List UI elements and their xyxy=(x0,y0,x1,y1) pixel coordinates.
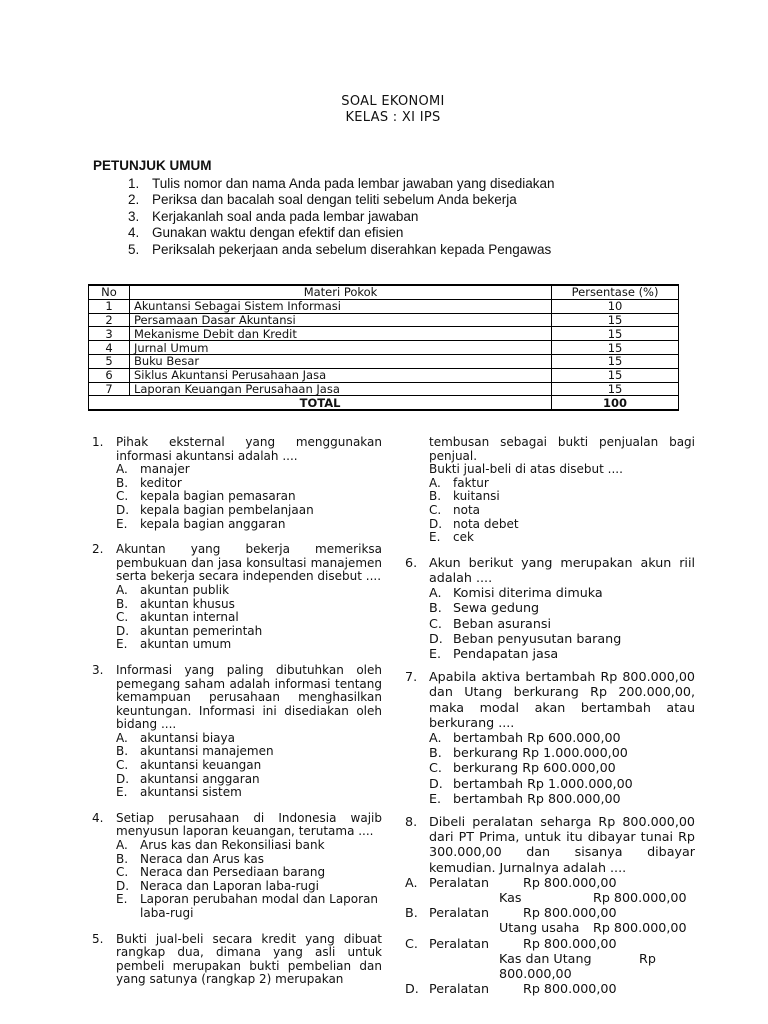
material-table xyxy=(88,284,679,411)
option: C. Beban asuransi xyxy=(429,615,552,631)
page-title: SOAL EKONOMI xyxy=(341,94,445,109)
general-instructions-list xyxy=(128,176,555,258)
option: C. Peralatan Rp 800.000,00 xyxy=(405,935,617,951)
option: D. bertambah Rp 1.000.000,00 xyxy=(429,775,633,791)
table-row: 6 Siklus Akuntansi Perusahaan Jasa 15 xyxy=(89,368,679,382)
option: E. Pendapatan jasa xyxy=(429,645,559,661)
option: B. berkurang Rp 1.000.000,00 xyxy=(429,745,628,761)
option: A. Arus kas dan Rekonsiliasi bank xyxy=(116,838,325,853)
question-4: 4. Setiap perusahaan di Indonesia wajib menyusun laporan keuangan, terutama .... A. Arus kas dan Rekonsiliasi bank B. Neraca dan Arus kas C. Neraca dan Persediaan barang D. Neraca dan Laporan laba-rugi E. Laporan perubahan modal dan Laporan laba-rugi xyxy=(92,810,382,920)
question-5: 5. Bukti jual-beli secara kredit yang dibuat rangkap dua, dimana yang asli untuk pembeli merupakan bukti pembelian dan yang satunya (rangkap 2) merupakan xyxy=(92,931,382,987)
table-header-row xyxy=(89,285,679,299)
option: B. kuitansi xyxy=(429,489,500,504)
question-3: 3. Informasi yang paling dibutuhkan oleh pemegang saham adalah informasi tentang kemampuan perusahaan menghasilkan keuntungan. Informasi ini disediakan oleh bidang .... A. akuntansi biaya B. akuntansi manajemen C. akuntansi keuangan D. akuntansi anggaran E. akuntansi sistem xyxy=(92,662,382,800)
option: B. Neraca dan Arus kas xyxy=(116,851,264,866)
total-value: 100 xyxy=(552,396,679,410)
option: C. kepala bagian pemasaran xyxy=(116,489,296,504)
option: D. nota debet xyxy=(429,516,519,531)
question-6: 6. Akun berikut yang merupakan akun riil adalah .... A. Komisi diterima dimuka B. Sewa gedung C. Beban asuransi D. Beban penyusutan barang E. Pendapatan jasa xyxy=(405,554,695,661)
option: C. nota xyxy=(429,502,481,517)
option: E. bertambah Rp 800.000,00 xyxy=(429,790,621,806)
option: A. akuntansi biaya xyxy=(116,730,235,745)
table-row: 7 Laporan Keuangan Perusahaan Jasa 15 xyxy=(89,382,679,396)
page-subtitle: KELAS : XI IPS xyxy=(345,110,441,125)
instruction-item: 2. Periksa dan bacalah soal dengan teliti sebelum Anda bekerja xyxy=(128,192,517,208)
questions-left-column xyxy=(92,436,382,999)
instruction-item: 5. Periksalah pekerjaan anda sebelum diserahkan kepada Pengawas xyxy=(128,241,552,257)
table-row: 2 Persamaan Dasar Akuntansi 15 xyxy=(89,313,679,327)
instruction-item: 3. Kerjakanlah soal anda pada lembar jawaban xyxy=(128,208,419,224)
option: C. berkurang Rp 600.000,00 xyxy=(429,760,616,776)
option: D. kepala bagian pembelanjaan xyxy=(116,502,314,517)
question-7: 7. Apabila aktiva bertambah Rp 800.000,00 dan Utang berkurang Rp 200.000,00, maka modal akan bertambah atau berkurang .... A. bertambah Rp 600.000,00 B. berkurang Rp 1.000.000,00 C. berkurang Rp 600.000,00 D. bertambah Rp 1.000.000,00 E. bertambah Rp 800.000,00 xyxy=(405,669,695,806)
option: E. Laporan perubahan modal dan Laporan laba-rugi xyxy=(116,892,379,920)
option: D. akuntan pemerintah xyxy=(116,623,263,638)
general-instructions-heading: PETUNJUK UMUM xyxy=(93,158,212,173)
option: D. Neraca dan Laporan laba-rugi xyxy=(116,878,319,893)
question-1: 1. Pihak eksternal yang menggunakan informasi akuntansi adalah .... A. manajer B. keditor C. kepala bagian pemasaran D. kepala bagian pembelanjaan E. kepala bagian anggaran xyxy=(92,435,382,531)
total-label: TOTAL xyxy=(89,396,552,410)
header-persentase: Persentase (%) xyxy=(552,285,679,299)
option: B. Sewa gedung xyxy=(429,600,540,616)
option: E. akuntan umum xyxy=(116,637,232,652)
instruction-item: 1. Tulis nomor dan nama Anda pada lembar jawaban yang disediakan xyxy=(128,176,555,191)
option: A. akuntan publik xyxy=(116,582,230,597)
option: A. bertambah Rp 600.000,00 xyxy=(429,729,621,745)
option: B. Peralatan Rp 800.000,00 xyxy=(405,905,617,921)
questions-right-column xyxy=(405,436,695,1004)
option: D. Beban penyusutan barang xyxy=(429,630,622,646)
header-materi: Materi Pokok xyxy=(129,285,551,299)
option: E. cek xyxy=(429,530,474,545)
option: A. Peralatan Rp 800.000,00 xyxy=(405,874,617,890)
table-total-row xyxy=(89,396,679,410)
option: A. faktur xyxy=(429,475,489,490)
instruction-item: 4. Gunakan waktu dengan efektif dan efisien xyxy=(128,225,404,241)
option: B. keditor xyxy=(116,475,182,490)
option-credit-line: Kas Rp 800.000,00 xyxy=(499,890,687,905)
option: D. Peralatan Rp 800.000,00 xyxy=(405,981,617,997)
option: E. akuntansi sistem xyxy=(116,785,242,800)
table-row: 5 Buku Besar 15 xyxy=(89,354,679,368)
table-row: 1 Akuntansi Sebagai Sistem Informasi 10 xyxy=(89,299,679,313)
header-no: No xyxy=(89,285,130,299)
option: B. akuntan khusus xyxy=(116,596,235,611)
option-credit-line: Utang usaha Rp 800.000,00 xyxy=(499,920,687,936)
table-row: 4 Jurnal Umum 15 xyxy=(89,341,679,355)
option: A. Komisi diterima dimuka xyxy=(429,585,603,601)
option: C. akuntan internal xyxy=(116,610,239,625)
question-5-continued: tembusan sebagai bukti penjualan bagi penjual. Bukti jual-beli di atas disebut .... A. faktur B. kuitansi C. nota D. nota debet E. cek xyxy=(429,435,695,545)
option: C. akuntansi keuangan xyxy=(116,758,262,773)
option: B. akuntansi manajemen xyxy=(116,744,274,759)
option-credit-line: Kas dan Utang Rp xyxy=(499,950,656,966)
table-row: 3 Mekanisme Debit dan Kredit 15 xyxy=(89,327,679,341)
option-credit-line: 800.000,00 xyxy=(499,965,572,981)
option: C. Neraca dan Persediaan barang xyxy=(116,865,326,880)
option: A. manajer xyxy=(116,462,190,477)
question-8: 8. Dibeli peralatan seharga Rp 800.000,00 dari PT Prima, untuk itu dibayar tunai Rp 300.000,00 dan sisanya dibayar kemudian. Jurnalnya adalah .... A. Peralatan Rp 800.000,00 Kas Rp 800.000,00 B. Peralatan Rp 800.000,00 Utang usaha Rp 800.000,00 C. Peralatan Rp 800.000,00 Kas dan Utang Rp 800.000,00 D. Peralatan Rp 800.000,00 xyxy=(405,814,695,997)
option: D. akuntansi anggaran xyxy=(116,771,260,786)
question-2: 2. Akuntan yang bekerja memeriksa pembukuan dan jasa konsultasi manajemen serta bekerja secara independen disebut .... A. akuntan publik B. akuntan khusus C. akuntan internal D. akuntan pemerintah E. akuntan umum xyxy=(92,542,382,652)
option: E. kepala bagian anggaran xyxy=(116,516,286,531)
